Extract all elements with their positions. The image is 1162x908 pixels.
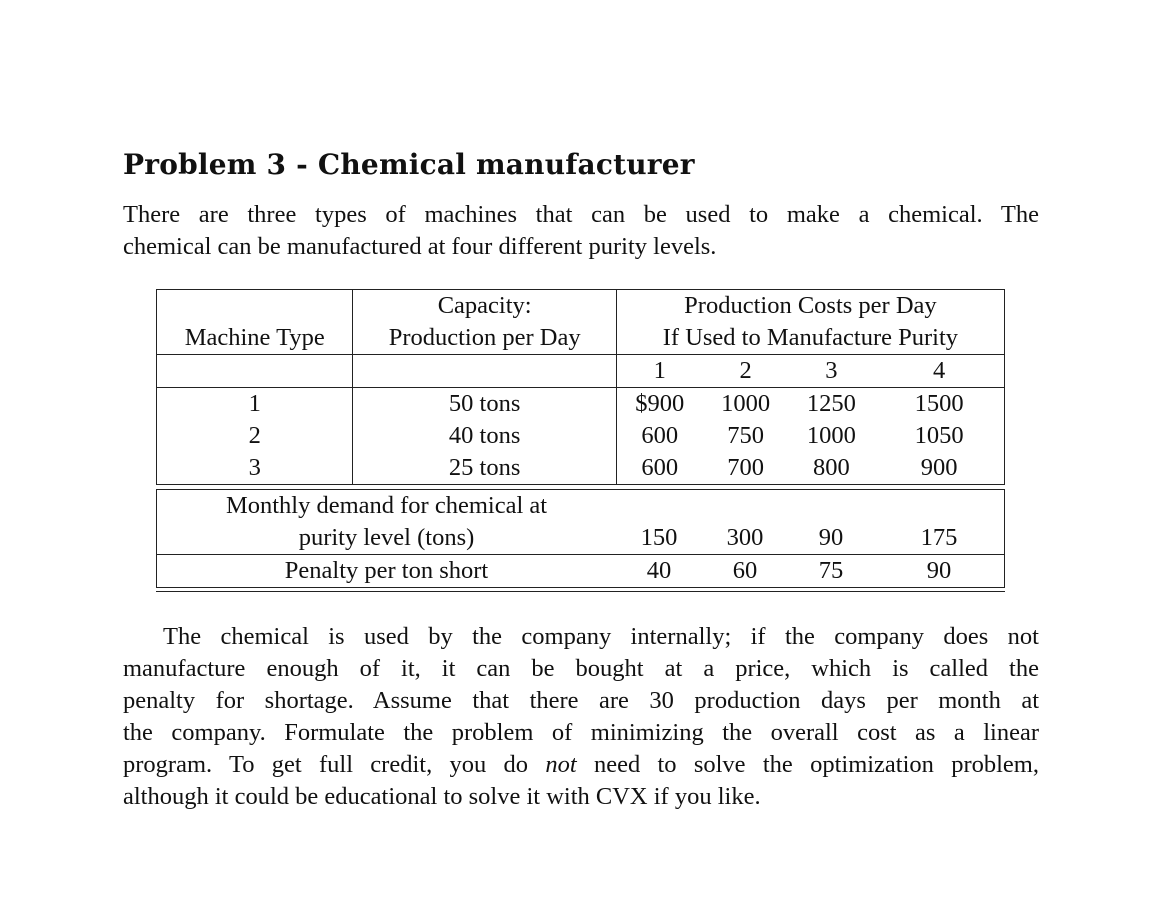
header-row-1 [157,290,1005,323]
demand-spacer [702,490,788,523]
demand-row [157,522,1005,555]
body-line-2: manufacture enough of it, it can be bought at a price, which is called the [123,655,1039,682]
demand-row-1 [157,490,1005,523]
capacity-cell: 25 tons [353,452,616,485]
cost-cell: 600 [641,422,679,449]
capacity-cell: 40 tons [353,420,616,452]
demand-spacer [874,490,1005,523]
penalty-value: 90 [874,555,1005,588]
intro-line-1: There are three types of machines that can be used to make a chemical. The [123,201,1039,228]
purity-level: 3 [788,355,874,388]
body-line-5 [123,749,1039,781]
demand-value: 175 [874,522,1005,555]
demand-label-line-2: purity level (tons) [157,522,617,555]
capacity-cell: 50 tons [353,388,616,421]
table-row [157,420,1005,452]
purity-level: 4 [874,355,1004,388]
problem-title: Problem 3 - Chemical manufacturer [123,148,695,181]
machine-type-cell: 3 [157,452,353,485]
capacity-header-line-2: Production per Day [353,322,616,355]
intro-paragraph [123,199,1039,263]
purity-level: 2 [703,355,789,388]
demand-spacer [616,490,702,523]
problem-page [123,145,1039,813]
purity-level-row [157,355,1005,388]
cost-cell: 700 [703,452,789,485]
penalty-value: 40 [616,555,702,588]
costs-header-line-1: Production Costs per Day [616,290,1004,323]
body-line-4: the company. Formulate the problem of minimizing the overall cost as a linear [123,719,1039,746]
machine-table [156,289,1005,485]
penalty-value: 60 [702,555,788,588]
cost-cell: 600 [616,452,702,485]
capacity-header-line-1: Capacity: [353,290,616,323]
purity-empty-cell-2 [353,355,616,388]
demand-value: 300 [702,522,788,555]
demand-value: 90 [788,522,874,555]
demand-table [156,489,1005,588]
penalty-value: 75 [788,555,874,588]
body-line-3: penalty for shortage. Assume that there are 30 production days per month at [123,687,1039,714]
demand-label-line-1: Monthly demand for chemical at [157,490,617,523]
cost-cell: 900 [874,452,1004,485]
machine-cost-table [156,289,1006,595]
purity-level: 1 [616,355,702,388]
cost-cell: $900 [635,390,685,417]
penalty-row [157,555,1005,588]
header-empty-cell [157,290,353,323]
table-bottom-rule [156,591,1005,595]
cost-cell: 1500 [874,388,1004,421]
body-paragraph [123,621,1039,813]
machine-type-header: Machine Type [157,322,353,355]
body-line-1: The chemical is used by the company internally; if the company does not [163,623,1039,650]
cost-cell: 750 [727,422,764,449]
cost-cell: 1050 [874,420,1004,452]
demand-spacer [788,490,874,523]
cost-cell: 1000 [806,422,856,449]
cost-cell: 1250 [806,390,856,417]
machine-type-cell: 2 [157,420,353,452]
demand-value: 150 [616,522,702,555]
cost-cell: 800 [788,452,874,485]
header-row-2 [157,322,1005,355]
body-line-6: although it could be educational to solve it with CVX if you like. [123,783,761,810]
emphasis-not: not [545,751,577,778]
body-line-5-after: need to solve the optimization problem, [576,751,1039,778]
body-line-5-before: program. To get full credit, you do [123,751,546,778]
table-row [157,388,1005,421]
cost-cell: 1000 [721,390,771,417]
purity-empty-cell-1 [157,355,353,388]
intro-line-2: chemical can be manufactured at four different purity levels. [123,233,717,260]
table-row [157,452,1005,485]
costs-header-line-2: If Used to Manufacture Purity [616,322,1004,355]
penalty-label: Penalty per ton short [157,555,617,588]
machine-type-cell: 1 [157,388,353,421]
